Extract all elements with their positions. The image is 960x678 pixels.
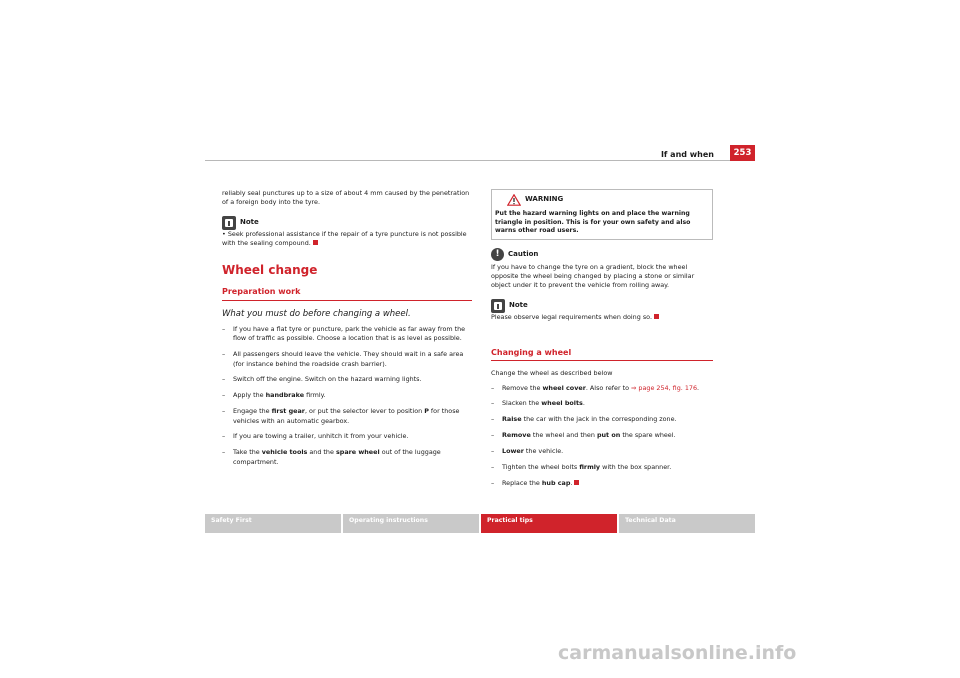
step-emphasis: Remove — [502, 431, 531, 440]
list-item — [491, 479, 713, 488]
step-emphasis: handbrake — [265, 391, 305, 400]
note-text: Please observe legal requirements when doing so. — [491, 312, 652, 321]
list-item — [222, 432, 472, 441]
note-paragraph — [491, 313, 713, 322]
step-text: the wheel and then — [530, 431, 597, 440]
tab-operating-instructions[interactable]: Operating instructions — [343, 514, 479, 533]
step-text: with the box spanner. — [600, 463, 672, 472]
dash-marker: – — [222, 448, 226, 457]
list-item — [222, 391, 472, 400]
warning-text: Put the hazard warning lights on and place the warning triangle in position. This is for your own safety and also warns other road users. — [495, 210, 691, 235]
dash-marker: – — [491, 447, 495, 456]
chapter-tabs — [205, 514, 755, 533]
step-text: . Also refer to — [585, 383, 632, 392]
section-title: Wheel change — [222, 263, 318, 278]
list-item — [491, 384, 713, 393]
dash-marker: – — [491, 431, 495, 440]
note-heading — [222, 216, 472, 230]
note-label: Note — [240, 217, 259, 226]
step-text: for those vehicles with an automatic gearbox. — [233, 407, 460, 425]
step-text: . — [570, 478, 573, 487]
warning-label: WARNING — [525, 195, 564, 204]
subsection-title: Preparation work — [222, 287, 472, 300]
list-item — [222, 350, 472, 369]
step-text: Remove the — [502, 383, 543, 392]
intro-paragraph: reliably seal punctures up to a size of about 4 mm caused by the penetration of a foreign body into the tyre. — [222, 189, 470, 207]
list-item — [491, 415, 713, 424]
step-emphasis: spare wheel — [335, 448, 380, 457]
step-text: . — [697, 383, 700, 392]
step-emphasis: first gear — [271, 407, 305, 416]
step-text: the spare wheel. — [620, 431, 676, 440]
tab-technical-data[interactable]: Technical Data — [619, 514, 755, 533]
step-text: . — [582, 399, 585, 408]
list-item — [491, 463, 713, 472]
step-text: , or put the selector lever to position — [304, 407, 425, 416]
note-text: Seek professional assistance if the repair of a tyre puncture is not possible with the sealing compound. — [222, 229, 467, 247]
dash-marker: – — [222, 375, 226, 384]
dash-marker: – — [222, 391, 226, 400]
watermark: carmanualsonline.info — [558, 642, 797, 664]
step-text: Slacken the — [502, 399, 542, 408]
note-bullet: • — [222, 229, 226, 238]
end-marker-icon — [654, 314, 659, 319]
step-text: Switch off the engine. Switch on the hazard warning lights. — [233, 375, 422, 384]
step-emphasis: vehicle tools — [261, 448, 308, 457]
note-paragraph — [222, 230, 472, 249]
right-column — [491, 189, 713, 495]
step-emphasis: Lower — [502, 447, 524, 456]
list-item — [491, 447, 713, 456]
warning-box — [491, 189, 713, 240]
page-number-badge: 253 — [730, 145, 755, 161]
dash-marker: – — [491, 463, 495, 472]
list-item — [222, 375, 472, 384]
dash-marker: – — [491, 399, 495, 408]
subheading: What you must do before changing a wheel. — [222, 308, 411, 319]
dash-marker: – — [491, 383, 495, 392]
list-item — [222, 325, 472, 344]
step-text: and the — [307, 448, 336, 457]
step-text: Replace the — [502, 478, 542, 487]
preparation-steps — [222, 325, 472, 467]
step-emphasis: put on — [596, 431, 621, 440]
end-marker-icon — [313, 240, 318, 245]
note-icon — [222, 216, 236, 230]
tab-practical-tips[interactable]: Practical tips — [481, 514, 617, 533]
note-icon — [491, 299, 505, 313]
caution-heading — [491, 248, 713, 261]
header-rule — [205, 160, 755, 161]
step-text: out of the luggage compartment. — [233, 448, 441, 466]
step-text: If you have a flat tyre or puncture, park the vehicle as far away from the flow of traffic as possible. Choose a location that is as level as possible. — [233, 325, 466, 343]
step-emphasis: hub cap — [541, 478, 571, 487]
step-text: the car with the jack in the corresponding zone. — [521, 415, 677, 424]
warning-triangle-icon — [507, 194, 521, 206]
step-text: the vehicle. — [523, 447, 564, 456]
list-item — [491, 431, 713, 440]
step-emphasis: Raise — [502, 415, 522, 424]
note-label: Note — [509, 301, 528, 310]
step-text: If you are towing a trailer, unhitch it from your vehicle. — [233, 432, 409, 441]
tab-safety-first[interactable]: Safety First — [205, 514, 341, 533]
list-item — [491, 399, 713, 408]
subsection-title: Changing a wheel — [491, 348, 713, 361]
step-text: All passengers should leave the vehicle. They should wait in a safe area (for instance behind the roadside crash barrier). — [233, 350, 464, 368]
step-emphasis: firmly — [579, 463, 601, 472]
wheel-change-steps — [491, 384, 713, 489]
caution-icon: ! — [491, 248, 504, 261]
caution-text: If you have to change the tyre on a gradient, block the wheel opposite the wheel being changed by placing a stone or similar object under it to prevent the vehicle from rolling away. — [491, 262, 695, 290]
step-text: Apply the — [233, 391, 266, 400]
intro-paragraph: Change the wheel as described below — [491, 369, 613, 378]
left-column — [222, 189, 472, 474]
warning-heading — [495, 194, 709, 206]
step-text: Tighten the wheel bolts — [502, 463, 580, 472]
list-item — [222, 448, 472, 467]
page-reference-link[interactable]: ⇒ page 254, fig. 176 — [631, 383, 698, 392]
note-heading — [491, 299, 713, 313]
caution-label: Caution — [508, 249, 539, 258]
step-text: firmly. — [304, 391, 326, 400]
dash-marker: – — [222, 350, 226, 359]
step-text: Take the — [233, 448, 262, 457]
step-emphasis: wheel bolts — [541, 399, 583, 408]
dash-marker: – — [222, 407, 226, 416]
dash-marker: – — [222, 432, 226, 441]
chapter-title: If and when — [660, 150, 714, 159]
dash-marker: – — [222, 325, 226, 334]
step-emphasis: P — [424, 407, 429, 416]
dash-marker: – — [491, 478, 495, 487]
step-text: Engage the — [233, 407, 272, 416]
dash-marker: – — [491, 415, 495, 424]
step-emphasis: wheel cover — [542, 383, 586, 392]
end-marker-icon — [574, 480, 579, 485]
list-item — [222, 407, 472, 426]
